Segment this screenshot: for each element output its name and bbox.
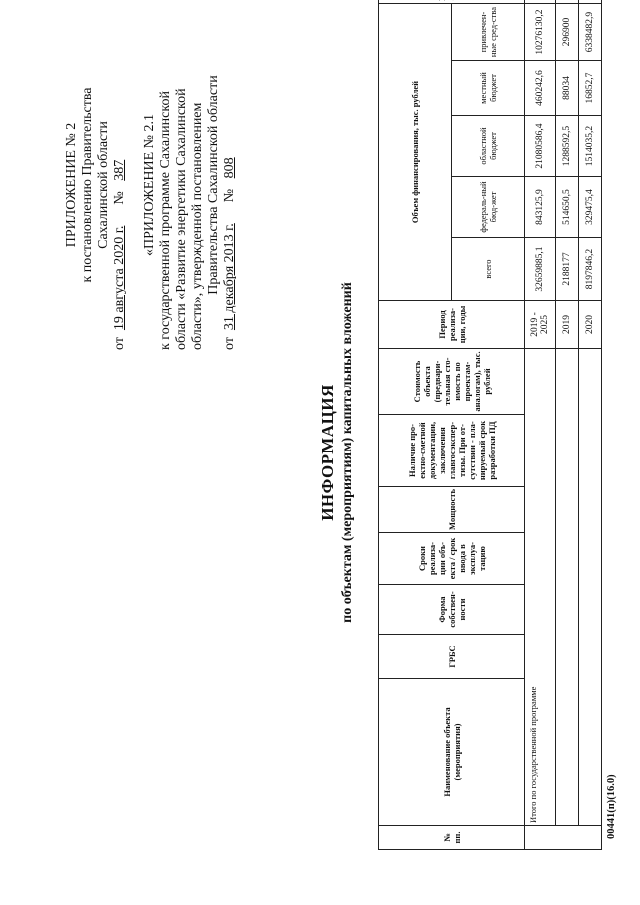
sub-appendix-title: «ПРИЛОЖЕНИЕ № 2.1 [142, 114, 157, 256]
attracted-cell: 296900 [556, 4, 579, 61]
col-funding-federal-header: федераль-ный бюд-жет [452, 177, 525, 238]
capital-investment-table [378, 0, 602, 850]
appendix-date: 19 августа 2020 г. [112, 225, 127, 331]
local-cell: 16852,7 [579, 61, 602, 116]
document-subtitle: по объектам (мероприятиям) капитальных вложений [340, 282, 355, 623]
col-funding-attracted-header: привлечен-ные сред-ства [452, 4, 525, 61]
sub-appendix-number: 808 [222, 157, 237, 179]
col-funding-total-header: всего [452, 238, 525, 301]
col-grbs-header: ГРБС [379, 635, 525, 679]
col-period-header: Период реализа-ции, годы [379, 301, 525, 349]
local-cell: 88034 [556, 61, 579, 116]
total-cell: 2188177 [556, 238, 579, 301]
sub-appendix-date-prefix: от [222, 337, 237, 350]
table-row [556, 0, 579, 850]
sub-appendix-line4: Правительства Сахалинской области [206, 75, 221, 295]
col-ownership-header: Форма собствен-ности [379, 585, 525, 635]
appendix-title: ПРИЛОЖЕНИЕ № 2 [64, 122, 79, 248]
col-capacity-header: Мощность [379, 487, 525, 533]
result-cell [579, 0, 602, 4]
appendix-date-line [112, 20, 128, 350]
empty-cell [579, 349, 602, 826]
col-design-docs-header: Наличие про-ектно-сметной документации, заключения главгосэкспер-тизы. При от-сутствии - пла-нируемый срок разработки ПД [379, 415, 525, 487]
empty-cell [556, 349, 579, 826]
federal-cell: 843125,9 [525, 177, 556, 238]
attracted-cell: 6338482,9 [579, 4, 602, 61]
total-num-cell [525, 826, 602, 850]
appendix-number-label: № [112, 191, 127, 205]
col-funding-header: Объем финансирования, тыс. рублей [379, 4, 452, 301]
federal-cell: 514650,5 [556, 177, 579, 238]
total-label: Итого по государственной программе [525, 349, 556, 826]
document-title: ИНФОРМАЦИЯ [318, 384, 337, 521]
regional-cell: 1514035,2 [579, 116, 602, 177]
sub-appendix-number-label: № [222, 188, 237, 203]
col-cost-header: Стоимость объекта (предвари-тельная сто-имость по проектам-аналогам), тыс. рублей [379, 349, 525, 415]
appendix-date-prefix: от [112, 337, 127, 350]
federal-cell: 329475,4 [579, 177, 602, 238]
col-funding-local-header: местный бюджет [452, 61, 525, 116]
sub-appendix-date-line [222, 20, 238, 350]
appendix-header [64, 20, 238, 350]
table-row [525, 0, 556, 850]
appendix-number: 387 [112, 159, 127, 181]
attracted-cell: 10276130,2 [525, 4, 556, 61]
document-code: 00441(п)(16.0) [606, 774, 617, 839]
appendix-line1: к постановлению Правительства [80, 87, 95, 283]
sub-appendix-date: 31 декабря 2013 г. [222, 223, 237, 331]
table-row [579, 0, 602, 850]
result-cell [525, 0, 556, 4]
result-cell [556, 0, 579, 4]
regional-cell: 1288592,5 [556, 116, 579, 177]
total-cell: 8197846,2 [579, 238, 602, 301]
sub-appendix-line1: к государственной программе Сахалинской [158, 91, 173, 350]
local-cell: 460242,6 [525, 61, 556, 116]
col-terms-header: Сроки реализа-ции объ-екта / срок ввода в эксплуа-тацию [379, 533, 525, 585]
total-cell: 32659885,1 [525, 238, 556, 301]
header-row-1 [379, 0, 452, 850]
sub-appendix-line3: области», утвержденной постановлением [190, 102, 205, 350]
col-name-header: Наименование объекта (мероприятия) [379, 679, 525, 826]
period-cell: 2019 [556, 301, 579, 349]
col-num-header: № пп. [379, 826, 525, 850]
period-cell: 2020 [579, 301, 602, 349]
period-cell: 2019 - 2025 [525, 301, 556, 349]
sub-appendix-line2: области «Развитие энергетики Сахалинской [174, 88, 189, 350]
col-funding-regional-header: областной бюджет [452, 116, 525, 177]
regional-cell: 21080586,4 [525, 116, 556, 177]
appendix-line2: Сахалинской области [96, 121, 111, 249]
